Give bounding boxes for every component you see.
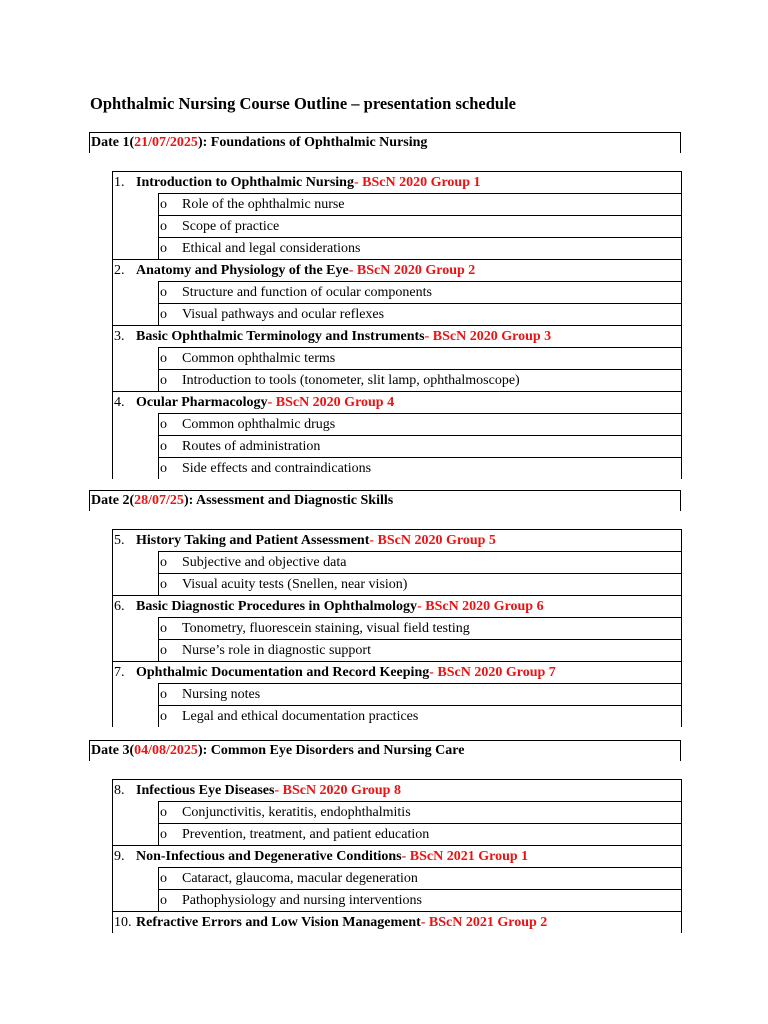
topic-title-text: Anatomy and Physiology of the Eye	[136, 263, 349, 278]
section-prefix: Date 3(	[91, 743, 135, 758]
bullet-icon: o	[160, 307, 167, 322]
subtopic-item	[158, 347, 681, 369]
subtopic-text: Nursing notes	[182, 687, 261, 702]
section-topic: ): Common Eye Disorders and Nursing Care	[197, 743, 465, 758]
bullet-icon: o	[160, 461, 167, 476]
topic-group: - BScN 2020 Group 1	[353, 175, 481, 190]
topic-title	[136, 846, 528, 867]
topic-title-text: Basic Ophthalmic Terminology and Instruments	[136, 329, 425, 344]
bullet-icon: o	[160, 893, 167, 908]
topic-group: - BScN 2020 Group 4	[267, 395, 395, 410]
bullet-icon: o	[160, 687, 167, 702]
subtopic-text: Common ophthalmic terms	[182, 351, 336, 366]
bullet-icon: o	[160, 577, 167, 592]
topic-title	[136, 662, 556, 683]
subtopic-text: Routes of administration	[182, 439, 321, 454]
topic-title	[136, 530, 496, 551]
topic-title-text: Infectious Eye Diseases	[136, 783, 275, 798]
subtopic-text: Subjective and objective data	[182, 555, 347, 570]
topic-item	[113, 259, 681, 281]
topic-group: - BScN 2021 Group 2	[420, 915, 548, 930]
topic-title-text: Basic Diagnostic Procedures in Ophthalmology	[136, 599, 418, 614]
topic-item	[113, 911, 681, 933]
section-heading	[89, 740, 681, 761]
subtopic-item	[158, 573, 681, 595]
subtopic-text: Visual acuity tests (Snellen, near vision)	[182, 577, 408, 592]
topic-list	[112, 171, 682, 479]
subtopic-item	[158, 823, 681, 845]
bullet-icon: o	[160, 373, 167, 388]
topic-number: 1.	[114, 175, 125, 190]
bullet-icon: o	[160, 219, 167, 234]
subtopic-item	[158, 281, 681, 303]
section-date: 04/08/2025	[134, 743, 198, 758]
subtopic-item	[158, 889, 681, 911]
subtopic-text: Visual pathways and ocular reflexes	[182, 307, 385, 322]
subtopic-text: Scope of practice	[182, 219, 280, 234]
topic-item	[113, 661, 681, 683]
section-date: 28/07/25	[134, 493, 184, 508]
topic-item	[113, 845, 681, 867]
subtopic-item	[158, 369, 681, 391]
topic-title	[136, 392, 394, 413]
topic-title	[136, 260, 475, 281]
topic-item	[113, 595, 681, 617]
topic-title-text: Refractive Errors and Low Vision Management	[136, 915, 421, 930]
topic-number: 2.	[114, 263, 125, 278]
topic-item	[113, 325, 681, 347]
topic-title	[136, 596, 544, 617]
bullet-icon: o	[160, 351, 167, 366]
topic-item	[113, 780, 681, 801]
subtopic-text: Conjunctivitis, keratitis, endophthalmitis	[182, 805, 411, 820]
subtopic-item	[158, 215, 681, 237]
topic-number: 5.	[114, 533, 125, 548]
subtopic-text: Ethical and legal considerations	[182, 241, 361, 256]
subtopic-text: Legal and ethical documentation practices	[182, 709, 419, 724]
topic-group: - BScN 2021 Group 1	[401, 849, 529, 864]
section-prefix: Date 2(	[91, 493, 135, 508]
topic-title	[136, 326, 551, 347]
topic-list	[112, 529, 682, 727]
section-date: 21/07/2025	[134, 135, 198, 150]
topic-title-text: Ocular Pharmacology	[136, 395, 268, 410]
bullet-icon: o	[160, 709, 167, 724]
section-prefix: Date 1(	[91, 135, 135, 150]
section-heading	[89, 490, 681, 511]
topic-group: - BScN 2020 Group 5	[369, 533, 496, 548]
subtopic-item	[158, 413, 681, 435]
topic-group: - BScN 2020 Group 2	[348, 263, 476, 278]
subtopic-item	[158, 801, 681, 823]
date-section	[89, 490, 681, 727]
bullet-icon: o	[160, 241, 167, 256]
subtopic-text: Prevention, treatment, and patient education	[182, 827, 430, 842]
topic-title-text: History Taking and Patient Assessment	[136, 533, 370, 548]
subtopic-text: Cataract, glaucoma, macular degeneration	[182, 871, 418, 886]
topic-item	[113, 172, 681, 193]
subtopic-item	[158, 683, 681, 705]
subtopic-text: Introduction to tools (tonometer, slit lamp, ophthalmoscope)	[182, 373, 520, 388]
bullet-icon: o	[160, 805, 167, 820]
subtopic-text: Common ophthalmic drugs	[182, 417, 336, 432]
topic-group: - BScN 2020 Group 8	[274, 783, 401, 798]
subtopic-item	[158, 867, 681, 889]
subtopic-text: Structure and function of ocular components	[182, 285, 432, 300]
topic-number: 7.	[114, 665, 125, 680]
bullet-icon: o	[160, 621, 167, 636]
topic-number: 8.	[114, 783, 125, 798]
bullet-icon: o	[160, 417, 167, 432]
subtopic-text: Tonometry, fluorescein staining, visual field testing	[182, 621, 470, 636]
subtopic-text: Side effects and contraindications	[182, 461, 372, 476]
topic-group: - BScN 2020 Group 3	[424, 329, 552, 344]
bullet-icon: o	[160, 827, 167, 842]
topic-number: 9.	[114, 849, 125, 864]
topic-group: - BScN 2020 Group 7	[429, 665, 556, 680]
topic-item	[113, 530, 681, 551]
subtopic-item	[158, 303, 681, 325]
date-section	[89, 132, 681, 479]
bullet-icon: o	[160, 439, 167, 454]
date-section	[89, 740, 681, 933]
subtopic-text: Nurse’s role in diagnostic support	[182, 643, 371, 658]
subtopic-item	[158, 639, 681, 661]
subtopic-text: Pathophysiology and nursing interventions	[182, 893, 422, 908]
topic-title-text: Non-Infectious and Degenerative Conditions	[136, 849, 402, 864]
section-topic: ): Assessment and Diagnostic Skills	[183, 493, 394, 508]
topic-list	[112, 779, 682, 933]
topic-number: 3.	[114, 329, 125, 344]
bullet-icon: o	[160, 555, 167, 570]
section-topic: ): Foundations of Ophthalmic Nursing	[197, 135, 428, 150]
topic-number: 10.	[114, 915, 132, 930]
bullet-icon: o	[160, 643, 167, 658]
topic-title	[136, 780, 401, 801]
subtopic-item	[158, 237, 681, 259]
bullet-icon: o	[160, 197, 167, 212]
topic-title	[136, 912, 547, 933]
bullet-icon: o	[160, 285, 167, 300]
subtopic-item	[158, 435, 681, 457]
topic-title-text: Ophthalmic Documentation and Record Keeping	[136, 665, 430, 680]
section-heading	[89, 132, 681, 153]
topic-item	[113, 391, 681, 413]
subtopic-item	[158, 457, 681, 479]
topic-title	[136, 172, 481, 193]
subtopic-item	[158, 193, 681, 215]
topic-group: - BScN 2020 Group 6	[417, 599, 544, 614]
subtopic-item	[158, 617, 681, 639]
subtopic-text: Role of the ophthalmic nurse	[182, 197, 345, 212]
topic-number: 6.	[114, 599, 125, 614]
subtopic-item	[158, 705, 681, 727]
topic-number: 4.	[114, 395, 125, 410]
subtopic-item	[158, 551, 681, 573]
topic-title-text: Introduction to Ophthalmic Nursing	[136, 175, 354, 190]
page-title: Ophthalmic Nursing Course Outline – presentation schedule	[90, 94, 516, 113]
bullet-icon: o	[160, 871, 167, 886]
